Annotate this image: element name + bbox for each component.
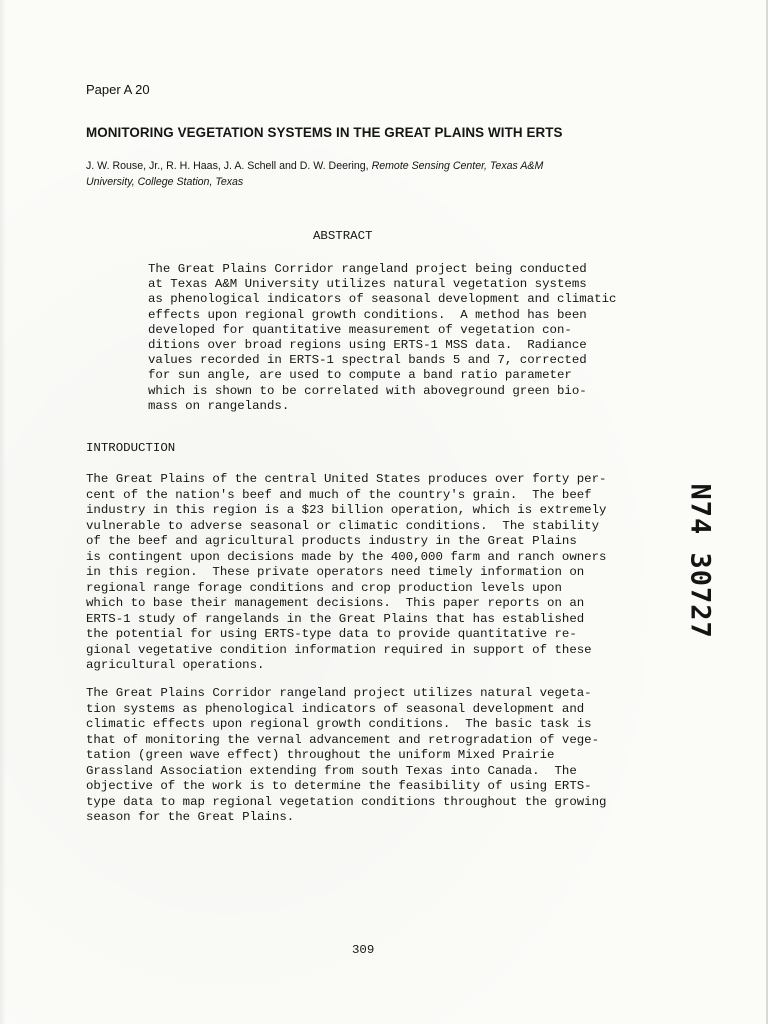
accession-number: N74 30727 bbox=[684, 483, 716, 639]
author-names: J. W. Rouse, Jr., R. H. Haas, J. A. Schell and D. W. Deering, bbox=[86, 160, 369, 172]
paper-title: MONITORING VEGETATION SYSTEMS IN THE GREAT PLAINS WITH ERTS bbox=[86, 125, 563, 140]
affiliation-line-1: Remote Sensing Center, Texas A&M bbox=[371, 160, 544, 172]
page-number: 309 bbox=[352, 943, 375, 957]
author-block bbox=[86, 158, 646, 190]
paper-label: Paper A 20 bbox=[86, 82, 150, 97]
accession-stamp bbox=[672, 483, 732, 732]
introduction-paragraph-1: The Great Plains of the central United States produces over forty per- cent of the nation's beef and much of the country's grain. The beef industry in this region is a $23 billion operation, which is extremely vulnerable to adverse seasonal or climatic conditions. The stability of the beef and agricultural products industry in the Great Plains is contingent upon decisions made by the 400,000 farm and ranch owners in this region. These private operators need timely information on regional range forage conditions and crop production levels upon which to base their management decisions. This paper reports on an ERTS-1 study of rangelands in the Great Plains that has established the potential for using ERTS-type data to provide quantitative re- gional vegetative condition information required in support of these agricultural operations. bbox=[86, 472, 607, 672]
abstract-heading: ABSTRACT bbox=[313, 229, 373, 243]
abstract-text: The Great Plains Corridor rangeland project being conducted at Texas A&M University utilizes natural vegetation systems as phenological indicators of seasonal development and climatic effects upon regional growth conditions. A method has been developed for quantitative measurement of vegetation con- ditions over broad regions using ERTS-1 MSS data. Radiance values recorded in ERTS-1 spectral bands 5 and 7, corrected for sun angle, are used to compute a band ratio parameter which is shown to be correlated with aboveground green bio- mass on rangelands. bbox=[148, 262, 617, 413]
affiliation-line-2: University, College Station, Texas bbox=[86, 176, 244, 188]
introduction-paragraph-2: The Great Plains Corridor rangeland project utilizes natural vegeta- tion systems as phenological indicators of seasonal development and climatic effects upon regional growth conditions. The basic task is that of monitoring the vernal advancement and retrogradation of vege- tation (green wave effect) throughout the uniform Mixed Prairie Grassland Association extending from south Texas into Canada. The objective of the work is to determine the feasibility of using ERTS- type data to map regional vegetation conditions throughout the growing season for the Great Plains. bbox=[86, 686, 607, 824]
introduction-heading: INTRODUCTION bbox=[86, 441, 176, 455]
